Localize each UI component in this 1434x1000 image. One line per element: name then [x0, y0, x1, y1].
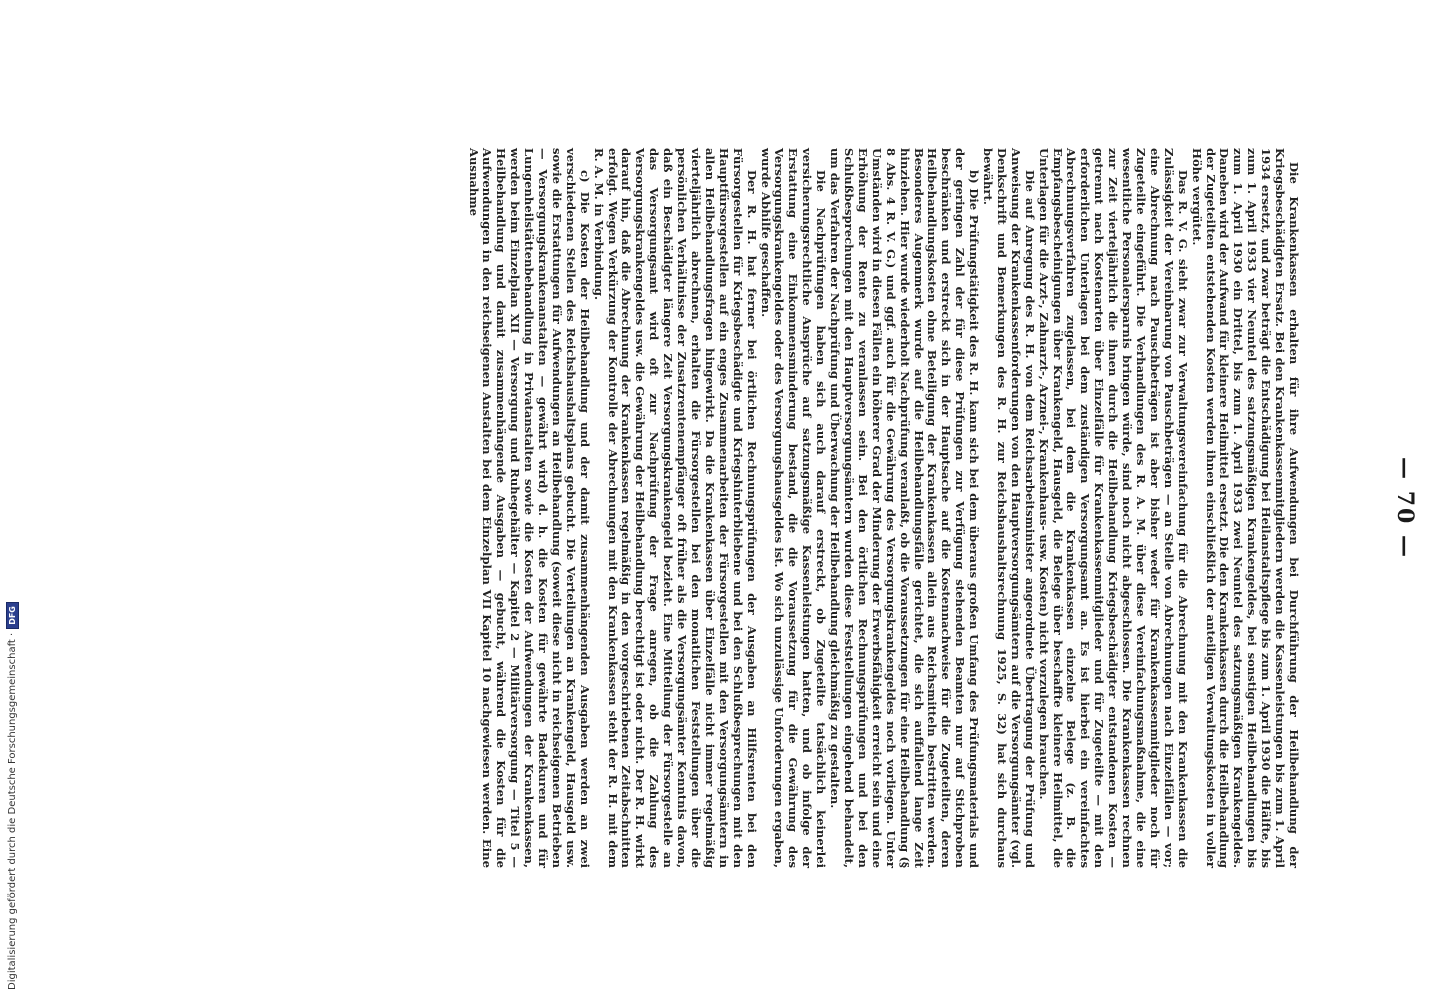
paragraph: Die Krankenkassen erhalten für ihre Aufwendungen bei Durchführung der Heilbehandlung der Kriegsbeschädigten Ersatz. Bei den Krankenkassenmitgliedern werden die Kassenleistungen bis zum 1. April 1934 ersetzt, und zwar beträgt die Entschädigung bei Heilanstaltspflege bis zum 1. April 1930 die Hälfte, bis zum 1. April 1933 vier Neuntel des satzungsmäßigen Krankengeldes, bei sonstigen Heilbehandlungen bis zum 1. April 1930 ein Drittel, bis zum 1. April 1933 zwei Neuntel des satzungsmäßigen Krankengeldes. Daneben wird der Aufwand für kleinere Heilmittel ersetzt. Die den Krankenkassen durch die Heilbehandlung der Zugeteilten entstehenden Kosten werden ihnen einschließlich der anteiligen Verwaltungskosten in voller Höhe vergütet. — [1189, 148, 1301, 868]
paragraph: Die Nachprüfungen haben sich auch darauf erstreckt, ob Zugeteilte tatsächlich keinerlei versicherungsrechtliche Ansprüche auf satzungsmäßige Kassenleistungen hatten, und ob infolge der Erstattung eine Einkommensminderung bestand, die die Voraussetzung für die Gewährung des Versorgungskrankengeldes oder des Versorgungshausgeldes ist. Wo sich unzulässige Unforderungen ergaben, wurde Abhilfe geschaffen. — [758, 148, 829, 868]
paragraph: Die auf Anregung des R. H. von dem Reichsarbeitsminister angeordnete Übertragung der Prüfung und Anweisung der Krankenkassenforderungen von den Hauptversorgungsämtern auf die Versorgungsämter (vgl. Denkschrift und Bemerkungen des R. H. zur Reichshaushaltsrechnung 1925, S. 32) hat sich durchaus bewährt. — [981, 148, 1037, 868]
scanned-page — [110, 148, 1418, 868]
paragraph: Der R. H. hat ferner bei örtlichen Rechnungsprüfungen der Ausgaben an Hilfsrenten bei den Fürsorgestellen für Kriegsbeschädigte und Kriegshinterbliebene und bei den Schlußbesprechungen mit den Hauptfürsorgestellen auf ein enges Zusammenarbeiten der Fürsorgestellen mit den Versorgungsämtern in allen Heilbehandlungsfragen hingewirkt. Da die Krankenkassen über Einzelfälle nicht immer regelmäßig vierteljährlich abrechnen, erhalten die Fürsorgestellen bei den monatlichen Feststellungen über die persönlichen Verhältnisse der Zusatzrentenempfänger oft früher als die Versorgungsämter Kenntnis davon, daß ein Beschädigter längere Zeit Versorgungskrankengeld bezieht. Eine Mitteilung der Fürsorgestelle an das Versorgungsamt wird oft zur Nachprüfung der Frage anregen, ob die Zahlung des Versorgungskrankengeldes usw. die Gewährung der Heilbehandlung berechtigt ist oder nicht. Der R. H. wirkt darauf hin, daß die Abrechnung der Krankenkassen regelmäßig in den vorgeschriebenen Zeitabschnitten erfolgt. Wegen Verkürzung der Kontrolle der Abrechnungen mit den Krankenkassen steht der R. H. mit dem R. A. M. in Verbindung. — [591, 148, 759, 868]
paragraph: b) Die Prüfungstätigkeit des R. H. kann sich bei dem überaus großen Umfang des Prüfungsmaterials und der geringen Zahl der für diese Prüfungen zur Verfügung stehenden Beamten nur auf Stichproben beschränken und erstreckt sich in der Hauptsache auf die Kostennachweise für die Zugeteilten, deren Heilbehandlungskosten ohne Beteiligung der Krankenkassen allein aus Reichsmitteln bestritten werden. Besonderes Augenmerk wurde auf die Heilbehandlungsfälle gerichtet, die sich auffallend lange Zeit hinziehen. Hier wurde wiederholt Nachprüfung veranlaßt, ob die Voraussetzungen für eine Heilbehandlung (§ 8 Abs. 4 R. V. G.) und ggf. auch für die Gewährung des Versorgungskrankengeldes noch vorliegen. Unter Umständen wird in diesen Fällen ein höherer Grad der Minderung der Erwerbsfähigkeit erreicht sein und eine Erhöhung der Rente zu veranlassen sein. Bei den örtlichen Rechnungsprüfungen und bei den Schlußbesprechungen mit den Hauptversorgungsämtern wurden diese Feststellungen eingehend behandelt, um das Verfahren der Nachprüfung und Überwachung der Heilbehandlung gleichmäßig zu gestalten. — [828, 148, 982, 868]
credit-text: Digitalisierung gefördert durch die Deutsche Forschungsgemeinschaft · — [7, 632, 18, 990]
page-body — [466, 148, 1300, 868]
page-number: — 70 — — [1392, 457, 1418, 559]
paragraph: Das R. V. G. sieht zwar zur Verwaltungsvereinfachung für die Abrechnung mit den Krankenkassen die Zulässigkeit der Vereinbarung von Pauschbeträgen — an Stelle von Abrechnungen nach Einzelfällen — vor; eine Abrechnung nach Pauschbeträgen ist aber bisher weder für Krankenkassenmitglieder noch für Zugeteilte eingeführt. Die Verhandlungen des R. A. M. über diese Vereinfachungsmaßnahme, die eine wesentliche Personalersparnis bringen würde, sind noch nicht abgeschlossen. Die Krankenkassen rechnen zur Zeit vierteljährlich die ihnen durch die Heilbehandlung Kriegsbeschädigter entstandenen Kosten — getrennt nach Kostenarten über Einzelfälle für Krankenkassenmitglieder und für Zugeteilte — mit den erforderlichen Unterlagen bei dem zuständigen Versorgungsamt an. Es ist hierbei ein vereinfachtes Abrechnungsverfahren zugelassen, bei dem die Krankenkassen einzelne Belege (z. B. die Empfangsbescheinigungen über Krankengeld, Hausgeld, die Belege über beschaffte kleinere Heilmittel, die Unterlagen für die Arzt-, Zahnarzt-, Arznei-, Krankenhaus- usw. Kosten) nicht vorzulegen brauchen. — [1036, 148, 1190, 868]
digitization-credit — [6, 602, 19, 990]
dfg-logo: DFG — [6, 602, 19, 629]
paragraph: c) Die Kosten der Heilbehandlung und der damit zusammenhängenden Ausgaben werden an zwei verschiedenen Stellen des Reichshaushaltsplans gebucht. Die Verteilungen an Krankengeld, Hausgeld usw. sowie die Erstattungen für Aufwendungen an Heilbehandlung (soweit diese nicht in reichseigenen Betrieben — Versorgungskrankenanstalten — gewährt wird) d. h. die Kosten für gewährte Badekuren und für Lungenheilstättenbehandlung in Privatanstalten sowie die Kosten der Aufwendungen der Krankenkassen, werden beim Einzelplan XII — Versorgung und Ruhegehälter — Kapitel 2 — Militärversorgung — Titel 5 — Heilbehandlung und damit zusammenhängende Ausgaben — gebucht, während die Kosten für die Aufwendungen in den reichseigenen Anstalten bei dem Einzelplan VII Kapitel 10 nachgewiesen werden. Eine Ausnahme — [466, 148, 592, 868]
